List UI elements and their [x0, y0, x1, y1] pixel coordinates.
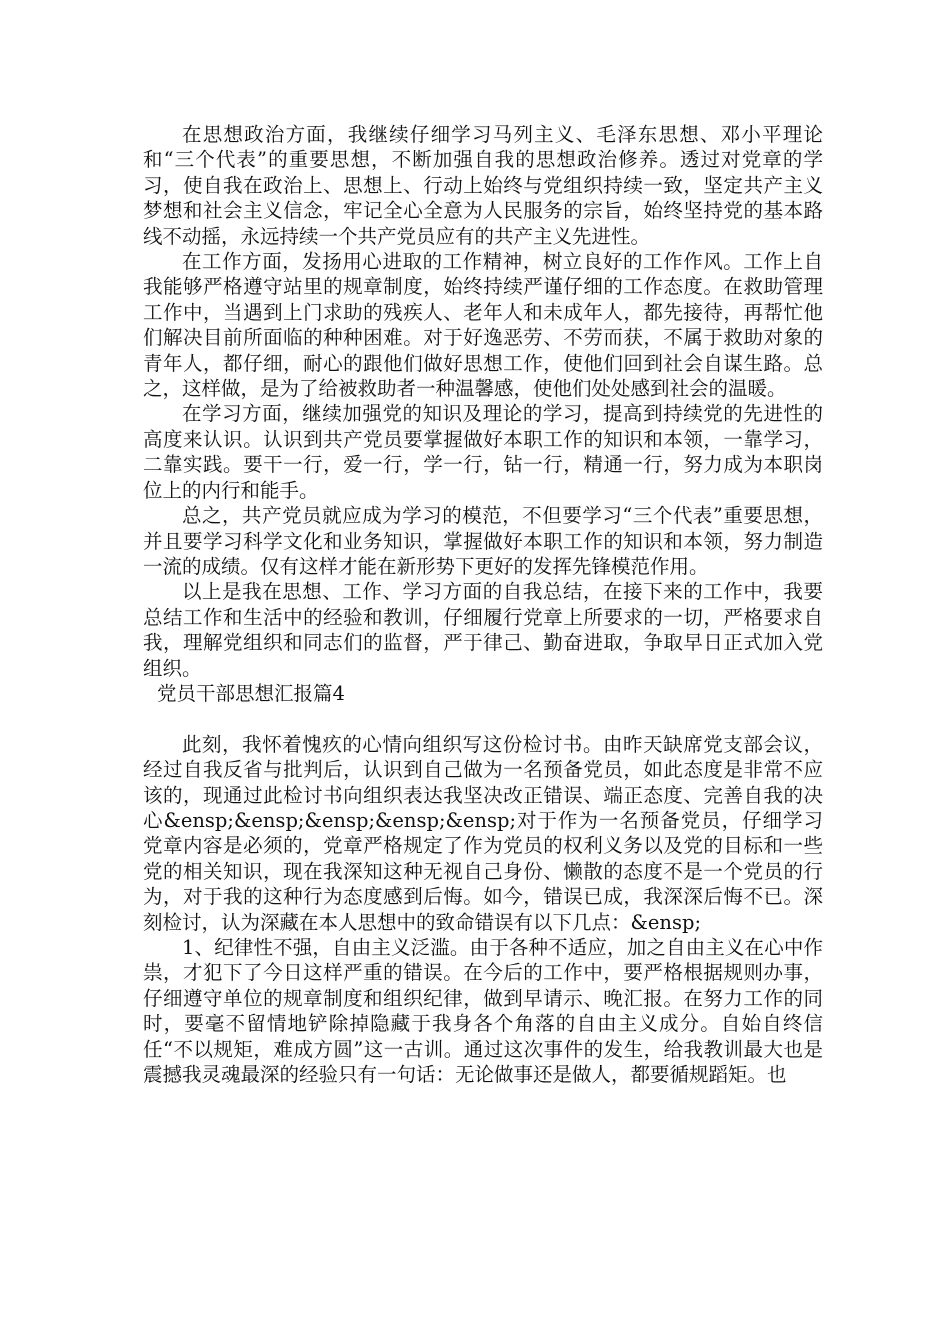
section-heading: 党员干部思想汇报篇4: [157, 681, 345, 705]
paragraph-study: 在学习方面，继续加强党的知识及理论的学习，提高到持续党的先进性的高度来认识。认识到共产党员要掌握做好本职工作的知识和本领，一靠学习，二靠实践。要干一行，爱一行，学一行，钻一行，精通一行，努力成为本职岗位上的内行和能手。: [143, 402, 823, 502]
paragraph-self-criticism: 此刻，我怀着愧疚的心情向组织写这份检讨书。由昨天缺席党支部会议，经过自我反省与批判后，认识到自己做为一名预备党员，如此态度是非常不应该的，现通过此检讨书向组织表达我坚决改正错误、端正态度、完善自我的决心&ensp;&ensp;&ensp;&ensp;&ensp;对于作为一名预备党员，仔细学习党章内容是必须的，党章严格规定了作为党员的权利义务以及党的目标和一些党的相关知识，现在我深知这种无视自己身份、懒散的态度不是一个党员的行为，对于我的这种行为态度感到后悔。如今，错误已成，我深深后悔不已。深刻检讨，认为深藏在本人思想中的致命错误有以下几点：&ensp;: [143, 732, 823, 934]
paragraph-conclusion: 以上是我在思想、工作、学习方面的自我总结，在接下来的工作中，我要总结工作和生活中的经验和教训，仔细履行党章上所要求的一切，严格要求自我，理解党组织和同志们的监督，严于律己、勤奋进取，争取早日正式加入党组织。: [143, 580, 823, 680]
document-page: [143, 122, 823, 1087]
paragraph-discipline: 1、纪律性不强，自由主义泛滥。由于各种不适应，加之自由主义在心中作祟，才犯下了今日这样严重的错误。在今后的工作中，要严格根据规则办事，仔细遵守单位的规章制度和组织纪律，做到早请示、晚汇报。在努力工作的同时，要毫不留情地铲除掉隐藏于我身各个角落的自由主义成分。自始自终信任“不以规矩，难成方圆”这一古训。通过这次事件的发生，给我教训最大也是震撼我灵魂最深的经验只有一句话：无论做事还是做人，都要循规蹈矩。也: [143, 935, 823, 1087]
paragraph-work: 在工作方面，发扬用心进取的工作精神，树立良好的工作作风。工作上自我能够严格遵守站里的规章制度，始终持续严谨仔细的工作态度。在救助管理工作中，当遇到上门求助的残疾人、老年人和未成年人，都先接待，再帮忙他们解决目前所面临的种种困难。对于好逸恶劳、不劳而获，不属于救助对象的青年人，都仔细，耐心的跟他们做好思想工作，使他们回到社会自谋生路。总之，这样做，是为了给被救助者一种温馨感，使他们处处感到社会的温暖。: [143, 250, 823, 401]
paragraph-politics: 在思想政治方面，我继续仔细学习马列主义、毛泽东思想、邓小平理论和“三个代表”的重要思想，不断加强自我的思想政治修养。透过对党章的学习，使自我在政治上、思想上、行动上始终与党组织持续一致，坚定共产主义梦想和社会主义信念，牢记全心全意为人民服务的宗旨，始终坚持党的基本路线不动摇，永远持续一个共产党员应有的共产主义先进性。: [143, 123, 823, 248]
paragraph-summary: 总之，共产党员就应成为学习的模范，不但要学习“三个代表”重要思想，并且要学习科学文化和业务知识，掌握做好本职工作的知识和本领，努力制造一流的成绩。仅有这样才能在新形势下更好的发挥先锋模范作用。: [143, 504, 823, 578]
